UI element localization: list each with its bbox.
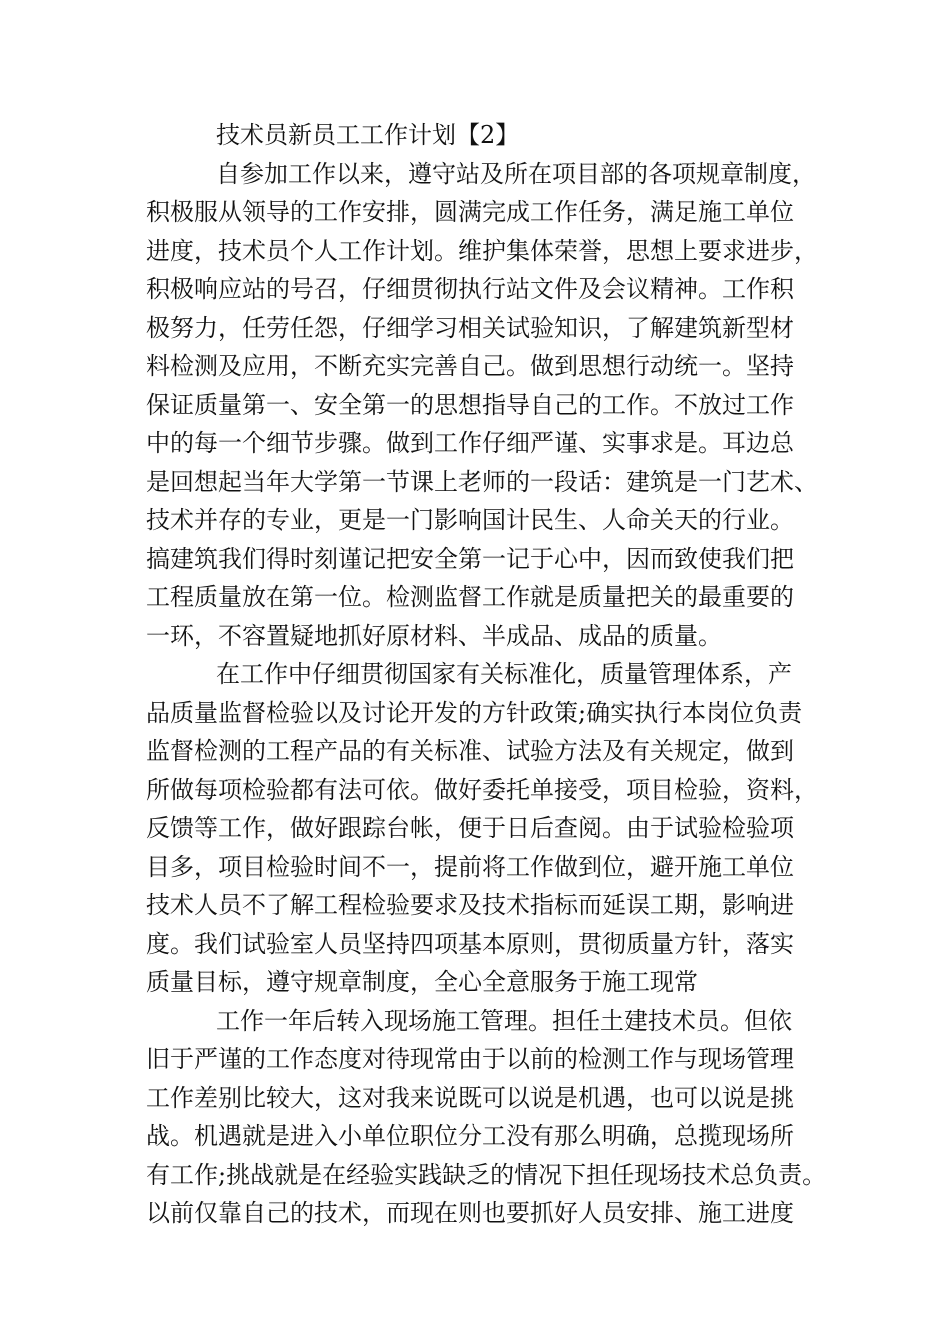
text-line: 进度，技术员个人工作计划。维护集体荣誉，思想上要求进步， bbox=[146, 236, 818, 265]
paragraph-1 bbox=[146, 155, 818, 656]
text-line: 目多，项目检验时间不一，提前将工作做到位，避开施工单位 bbox=[146, 852, 794, 881]
text-line: 所做每项检验都有法可依。做好委托单接受，项目检验，资料， bbox=[146, 775, 818, 804]
text-line: 工作一年后转入现场施工管理。担任土建技术员。但依 bbox=[216, 1006, 792, 1035]
text-line: 在工作中仔细贯彻国家有关标准化，质量管理体系，产 bbox=[216, 660, 792, 688]
text-line: 极努力，任劳任怨，仔细学习相关试验知识，了解建筑新型材 bbox=[146, 313, 794, 342]
text-line: 品质量监督检验以及讨论开发的方针政策;确实执行本岗位负责 bbox=[146, 698, 803, 727]
paragraph-2 bbox=[146, 655, 818, 1002]
paragraph-3 bbox=[146, 1002, 827, 1233]
text-line: 监督检测的工程产品的有关标准、试验方法及有关规定，做到 bbox=[146, 737, 794, 765]
text-line: 有工作;挑战就是在经验实践缺乏的情况下担任现场技术总负责。 bbox=[146, 1160, 827, 1189]
text-line: 料检测及应用，不断充实完善自己。做到思想行动统一。坚持 bbox=[146, 352, 794, 380]
text-line: 中的每一个细节步骤。做到工作仔细严谨、实事求是。耳边总 bbox=[146, 429, 794, 457]
text-line: 工作差别比较大，这对我来说既可以说是机遇，也可以说是挑 bbox=[146, 1083, 794, 1112]
document-body bbox=[146, 116, 827, 1233]
text-line: 战。机遇就是进入小单位职位分工没有那么明确，总揽现场所 bbox=[146, 1122, 794, 1150]
text-line: 积极服从领导的工作安排，圆满完成工作任务，满足施工单位 bbox=[146, 198, 794, 226]
text-line: 搞建筑我们得时刻谨记把安全第一记于心中，因而致使我们把 bbox=[146, 544, 794, 573]
text-line: 一环，不容置疑地抓好原材料、半成品、成品的质量。 bbox=[146, 621, 722, 650]
document-title: 技术员新员工工作计划【2】 bbox=[216, 121, 520, 149]
text-line: 是回想起当年大学第一节课上老师的一段话：建筑是一门艺术、 bbox=[146, 467, 818, 496]
text-line: 以前仅靠自己的技术，而现在则也要抓好人员安排、施工进度 bbox=[146, 1199, 794, 1227]
text-line: 旧于严谨的工作态度对待现常由于以前的检测工作与现场管理 bbox=[146, 1045, 794, 1073]
text-line: 保证质量第一、安全第一的思想指导自己的工作。不放过工作 bbox=[146, 390, 794, 419]
text-line: 质量目标，遵守规章制度，全心全意服务于施工现常 bbox=[146, 968, 698, 996]
text-line: 反馈等工作，做好跟踪台帐，便于日后查阅。由于试验检验项 bbox=[146, 814, 794, 842]
text-line: 积极响应站的号召，仔细贯彻执行站文件及会议精神。工作积 bbox=[146, 275, 794, 303]
text-line: 工程质量放在第一位。检测监督工作就是质量把关的最重要的 bbox=[146, 583, 794, 611]
text-line: 度。我们试验室人员坚持四项基本原则，贯彻质量方针，落实 bbox=[146, 929, 794, 958]
text-line: 技术并存的专业，更是一门影响国计民生、人命关天的行业。 bbox=[146, 506, 794, 534]
text-line: 自参加工作以来，遵守站及所在项目部的各项规章制度， bbox=[216, 159, 816, 188]
text-line: 技术人员不了解工程检验要求及技术指标而延误工期，影响进 bbox=[146, 891, 794, 919]
